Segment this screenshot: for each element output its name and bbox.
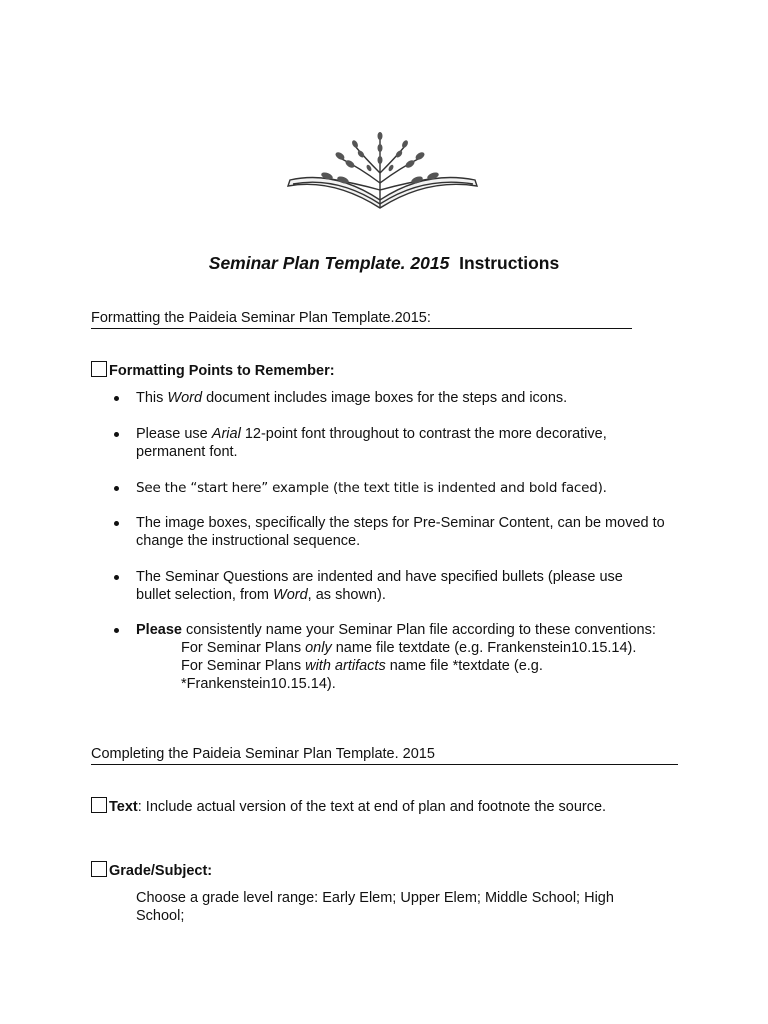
formatting-points-label: Formatting Points to Remember: <box>109 363 335 379</box>
bullet-icon <box>114 396 119 401</box>
bullet-icon <box>114 432 119 437</box>
bullet-text: name file *textdate (e.g. <box>385 658 543 674</box>
bullet-text: document includes image boxes for the steps and icons. <box>202 390 568 406</box>
bullet-icon <box>114 521 119 526</box>
bullet-icon <box>114 575 119 580</box>
list-item: The image boxes, specifically the steps for Pre-Seminar Content, can be moved to change the instructional sequence. <box>136 515 665 549</box>
bullet-text: , as shown). <box>307 587 386 603</box>
paideia-logo <box>285 128 485 226</box>
bullet-bold: Please <box>136 622 182 638</box>
bullet-text: 12-point font throughout to contrast the more decorative, permanent font. <box>136 426 607 460</box>
bullet-emphasis: Arial <box>211 426 241 442</box>
bullet-text: For Seminar Plans <box>181 658 306 674</box>
text-item-label: Text <box>109 799 138 815</box>
bullet-text: name file textdate (e.g. Frankenstein10.15.14). <box>331 640 637 656</box>
title-part1: Seminar Plan Template. 2015 <box>208 253 450 273</box>
checkbox[interactable] <box>91 361 107 377</box>
page-title <box>0 252 768 274</box>
section-heading-completing: Completing the Paideia Seminar Plan Template. 2015 <box>91 745 678 765</box>
bullet-text: This <box>136 390 168 406</box>
bullet-text: Please use <box>136 426 212 442</box>
tree-book-icon <box>285 128 485 226</box>
bullet-emphasis: Word <box>167 390 203 406</box>
section-heading-formatting: Formatting the Paideia Seminar Plan Template.2015: <box>91 309 632 329</box>
bullet-icon <box>114 628 119 633</box>
bullet-emphasis: Word <box>273 587 308 603</box>
bullet-emphasis: with artifacts <box>305 658 386 674</box>
bullet-icon <box>114 486 119 491</box>
list-item <box>136 621 696 693</box>
text-item <box>91 797 606 816</box>
list-item <box>136 568 656 604</box>
title-part2: Instructions <box>459 253 560 273</box>
checkbox[interactable] <box>91 861 107 877</box>
grade-subject-item <box>91 861 212 880</box>
bullet-text: The Seminar Questions are indented and have specified bullets (please use bullet selection, from <box>136 569 623 603</box>
bullet-text: For Seminar Plans <box>181 640 306 656</box>
checkbox[interactable] <box>91 797 107 813</box>
bullet-emphasis: only <box>305 640 332 656</box>
text-item-desc: : Include actual version of the text at end of plan and footnote the source. <box>137 799 607 815</box>
grade-subject-desc: Choose a grade level range: Early Elem; Upper Elem; Middle School; High School; <box>136 890 614 924</box>
list-item <box>136 425 656 461</box>
formatting-points-item <box>91 361 335 380</box>
list-item <box>136 389 696 407</box>
list-item: See the “start here” example (the text title is indented and bold faced). <box>136 480 607 496</box>
bullet-text: *Frankenstein10.15.14). <box>181 676 336 692</box>
bullet-text: consistently name your Seminar Plan file according to these conventions: <box>181 622 656 638</box>
grade-subject-label: Grade/Subject: <box>109 863 213 879</box>
